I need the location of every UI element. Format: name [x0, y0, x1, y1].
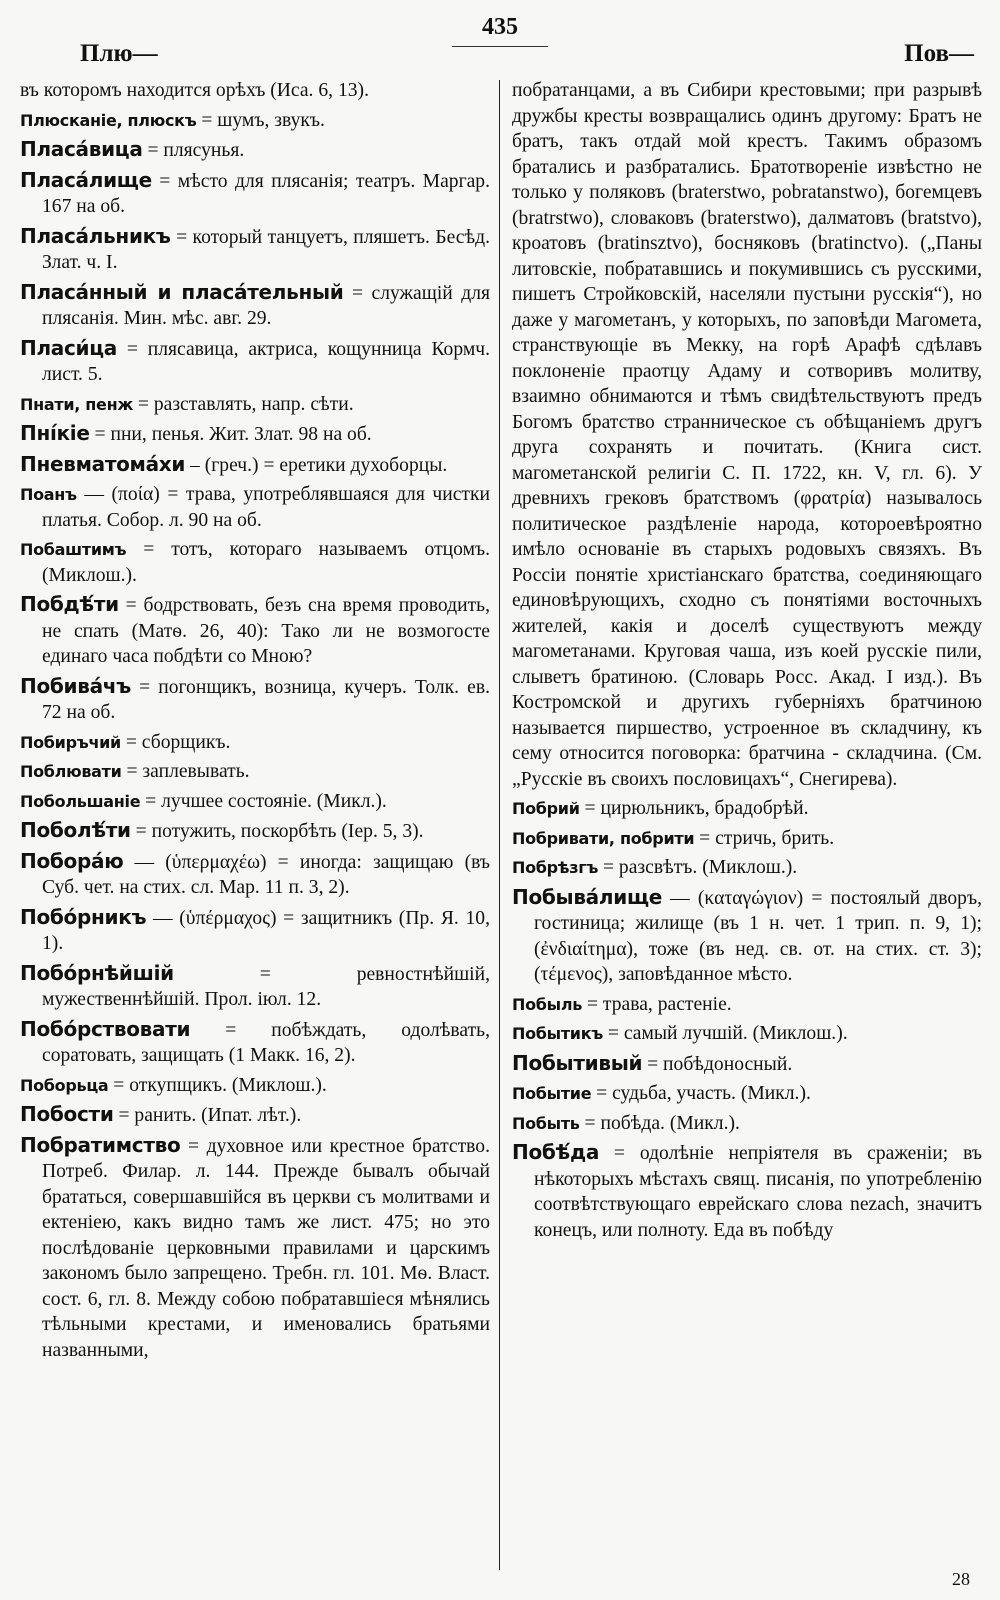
entry-definition: = сборщикъ. [125, 731, 231, 753]
entry-definition: = лучшее состояніе. (Микл.). [145, 790, 387, 812]
dictionary-entry [20, 1102, 490, 1129]
entry-headword: Побольшаніе [20, 791, 141, 811]
entry-headword: Пневматома́хи [20, 451, 186, 476]
dictionary-entry [20, 1017, 490, 1069]
entry-definition: — (ὑπέρμαχος) = защитникъ (Пр. Я. 10, 1). [42, 907, 490, 954]
entry-definition: побратанцами, а въ Сибири крестовыми; при разрывѣ дружбы кресты возвращались одинъ другому: Братъ не братъ, такъ отдай мой крестъ. Такимъ образомъ братались и разбратались. Братотвореніе извѣстно не только у поляковъ (braterstwo, pobratanstwo), богемцевъ (bratrstwo), словаковъ (braterstwo), далматовъ (bratstvo), кроатовъ (bratinsztvo), босняковъ (bratinctvo). („Паны литовскіе, побратавшись и покумившись съ русскими, пишетъ Стройковскій, населяли пустыни русскія“), но даже у магометанъ, у которыхъ, по заповѣди Магомета, странствующіе въ Мекку, на горѣ Арафѣ сдѣлавъ поклоненіе праотцу Адаму и сотворивъ молитву, взаимно обнимаются и тѣмъ свидѣтельствуютъ предъ Богомъ братство странническое съ обѣщаніемъ другъ друга сохранять и почитать. (Книга сист. магометанской религіи С. П. 1722, кн. V, гл. 6). У древнихъ грековъ братствомъ (φρατρία) называлось политическое раздѣленіе народа, котороевѣроятно имѣло основаніе въ старыхъ родовыхъ связяхъ. Въ Россіи понятіе христіанскаго братства, соединяющаго единовѣрующихъ, сходно съ понятіями восточныхъ жителей, какія и доселѣ существуютъ между магометанами. Круговая чаша, изъ коей русскіе пили, слыветъ братиною. (Словарь Росс. Акад. I изд.). Въ Костромской и другихъ губерніяхъ братчиною называется пиршество, устроенное въ складчину, къ сему относится поговорка: братчина - складчина. (См. „Русскіе въ своихъ пословицахъ“, Снегирева). [512, 80, 982, 790]
dictionary-entry [20, 789, 490, 815]
dictionary-entry [20, 137, 490, 164]
entry-headword: Побытие [512, 1084, 592, 1103]
entry-headword: Побѣ́да [512, 1140, 600, 1164]
right-column [512, 78, 982, 1568]
entry-headword: Побрѣзгъ [512, 858, 599, 877]
dictionary-entry [20, 818, 490, 845]
entry-headword: Побратимство [20, 1132, 181, 1157]
dictionary-entry [512, 885, 982, 988]
dictionary-entry [512, 1140, 982, 1243]
dictionary-entry [512, 1081, 982, 1107]
dictionary-entry [20, 452, 490, 479]
dictionary-entry [512, 826, 982, 852]
left-column [20, 78, 490, 1568]
entry-definition: = одолѣніе непріятеля въ сраженіи; въ нѣкоторыхъ мѣстахъ свящ. писанія, по употребленію соотвѣтствующаго еврейскаго слова nezach, значитъ конецъ, или полноту. Еда въ побѣду [534, 1143, 982, 1241]
entry-definition: = цирюльникъ, брадобрѣй. [584, 798, 809, 819]
entry-headword: Поборьца [20, 1075, 109, 1095]
entry-definition: = разсвѣтъ. (Миклош.). [602, 857, 798, 878]
column-divider [499, 80, 500, 1570]
dictionary-entry [20, 108, 490, 134]
entry-headword: Побытивый [512, 1050, 643, 1075]
entry-headword: Поанъ [20, 485, 77, 504]
entry-definition: = побѣждать, одолѣвать, соратовать, защищать (1 Макк. 16, 2). [42, 1019, 490, 1066]
entry-headword: Побыль [512, 994, 583, 1014]
dictionary-entry [20, 592, 490, 670]
entry-headword: Побдѣ́ти [20, 592, 119, 616]
dictionary-entry [20, 482, 490, 533]
entry-headword: Побаштимъ [20, 540, 127, 559]
dictionary-entry [512, 855, 982, 881]
entry-definition: = заплевывать. [126, 761, 250, 782]
entry-definition: = плясунья. [147, 140, 245, 161]
entry-definition: = трава, растеніе. [586, 993, 732, 1015]
page-number-rule [452, 46, 548, 48]
dictionary-entry [20, 961, 490, 1013]
entry-headword: Побости [20, 1102, 114, 1126]
entry-headword: Побива́чъ [20, 673, 131, 698]
entry-definition: = пни, пенья. Жит. Злат. 98 на об. [94, 424, 372, 445]
dictionary-entry [20, 849, 490, 901]
dictionary-entry [20, 1073, 490, 1099]
entry-definition: = бодрствовать, безъ сна время проводить, не спать (Матѳ. 26, 40): Тако ли не возмогосте единаго часа побдѣти со Мною? [42, 595, 490, 667]
dictionary-entry [20, 421, 490, 448]
dictionary-entry [20, 336, 490, 388]
entry-definition: = откупщикъ. (Миклош.). [113, 1074, 327, 1096]
entry-headword: Побрий [512, 799, 580, 818]
entry-definition: = побѣдоносный. [647, 1053, 793, 1075]
entry-definition: = стричь, брить. [699, 827, 835, 849]
entry-definition: = потужить, поскорбѣть (Іер. 5, 3). [135, 821, 424, 842]
dictionary-entry [20, 78, 490, 104]
entry-headword: Пласи́ца [20, 335, 117, 360]
dictionary-entry [20, 224, 490, 276]
entry-definition: — (ποία) = трава, употреблявшаяся для чистки платья. Собор. л. 90 на об. [42, 484, 490, 531]
entry-definition: — (ὑπερμαχέω) = иногда: защищаю (въ Суб. чет. на стих. сл. Мар. 11 п. 3, 2). [42, 851, 490, 898]
dictionary-entry [20, 759, 490, 785]
entry-definition: = судьба, участь. (Микл.). [596, 1083, 811, 1104]
entry-definition: = ревностнѣйшій, мужественнѣйшій. Прол. іюл. 12. [42, 963, 490, 1010]
entry-headword: Побривати, побрити [512, 828, 695, 848]
entry-definition: = мѣсто для плясанія; театръ. Маргар. 167 на об. [42, 170, 490, 217]
dictionary-entry [512, 1051, 982, 1078]
entry-headword: Пнати, пенж [20, 394, 133, 414]
entry-headword: Поболѣ́ти [20, 818, 131, 842]
entry-headword: Побо́рникъ [20, 904, 147, 929]
dictionary-entry [20, 537, 490, 588]
running-head-right: Пов— [904, 40, 974, 67]
entry-headword: Побытикъ [512, 1024, 603, 1043]
entry-definition: = самый лучшій. (Миклош.). [607, 1023, 848, 1044]
page-number: 435 [482, 14, 518, 40]
dictionary-entry [20, 674, 490, 726]
entry-headword: Плюсканіе, плюскъ [20, 110, 197, 130]
dictionary-entry [512, 78, 982, 792]
dictionary-entry [512, 992, 982, 1018]
entry-headword: Пні́кіе [20, 421, 90, 445]
dictionary-entry [20, 392, 490, 418]
dictionary-entry [20, 168, 490, 220]
entry-definition: – (греч.) = еретики духоборцы. [190, 454, 448, 476]
dictionary-entry [20, 730, 490, 756]
entry-headword: Пласа́лище [20, 167, 152, 192]
entry-definition: — (καταγώγιον) = постоялый дворъ, гостиница; жилище (въ 1 н. чет. 1 трип. п. 9, 1); (ἐνδιαίτημα), тоже (въ нед. св. от. на стих. ст. 3); (τέμενος), заповѣданное мѣсто. [534, 887, 982, 985]
entry-definition: = погонщикъ, возница, кучеръ. Толк. ев. 72 на об. [42, 676, 490, 723]
entry-headword: Побо́рствовати [20, 1016, 191, 1041]
entry-definition: въ которомъ находится орѣхъ (Иса. 6, 13). [20, 80, 369, 101]
dictionary-entry [20, 280, 490, 332]
entry-definition: = который танцуетъ, пляшетъ. Бесѣд. Злат. ч. I. [42, 226, 490, 273]
entry-headword: Поблювати [20, 762, 122, 781]
entry-headword: Побиръчий [20, 732, 121, 752]
entry-headword: Пласа́нный и пласа́тельный [20, 279, 344, 304]
entry-headword: Побо́рнѣйшій [20, 960, 174, 985]
entry-definition: = побѣда. (Микл.). [584, 1112, 740, 1134]
entry-headword: Пласа́льникъ [20, 223, 171, 248]
dictionary-entry [512, 1111, 982, 1137]
entry-definition: = служащій для плясанія. Мин. мѣс. авг. 29. [42, 282, 490, 329]
entry-headword: Побора́ю [20, 848, 124, 873]
entry-headword: Побыва́лище [512, 884, 663, 909]
entry-definition: = ранить. (Ипат. лѣт.). [118, 1105, 302, 1126]
entry-headword: Пласа́вица [20, 137, 143, 161]
entry-definition: = духовное или крестное братство. Потреб. Филар. л. 144. Прежде бывалъ обычай брататься, совершавшійся въ церкви съ молитвами и ектеніею, какъ видно тамъ же лист. 475; но это послѣдованіе церковными правилами и царскимъ закономъ было запрещено. Требн. гл. 101. Мѳ. Власт. сост. 6, гл. 8. Между собою побратавшіеся мѣнялись тѣльными крестами, и именовались братьями названными, [42, 1135, 490, 1361]
entry-definition: = разставлять, напр. сѣти. [137, 393, 354, 415]
dictionary-entry [512, 1021, 982, 1047]
dictionary-entry [20, 905, 490, 957]
printer-signature: 28 [952, 1569, 970, 1589]
entry-headword: Побыть [512, 1113, 580, 1133]
entry-definition: = тотъ, котораго называемъ отцомъ. (Миклош.). [42, 539, 490, 586]
running-head-left: Плю— [80, 40, 158, 67]
entry-definition: = плясавица, актриса, кощунница Кормч. лист. 5. [42, 338, 490, 385]
dictionary-entry [512, 796, 982, 822]
dictionary-entry [20, 1133, 490, 1364]
entry-definition: = шумъ, звукъ. [201, 109, 325, 131]
